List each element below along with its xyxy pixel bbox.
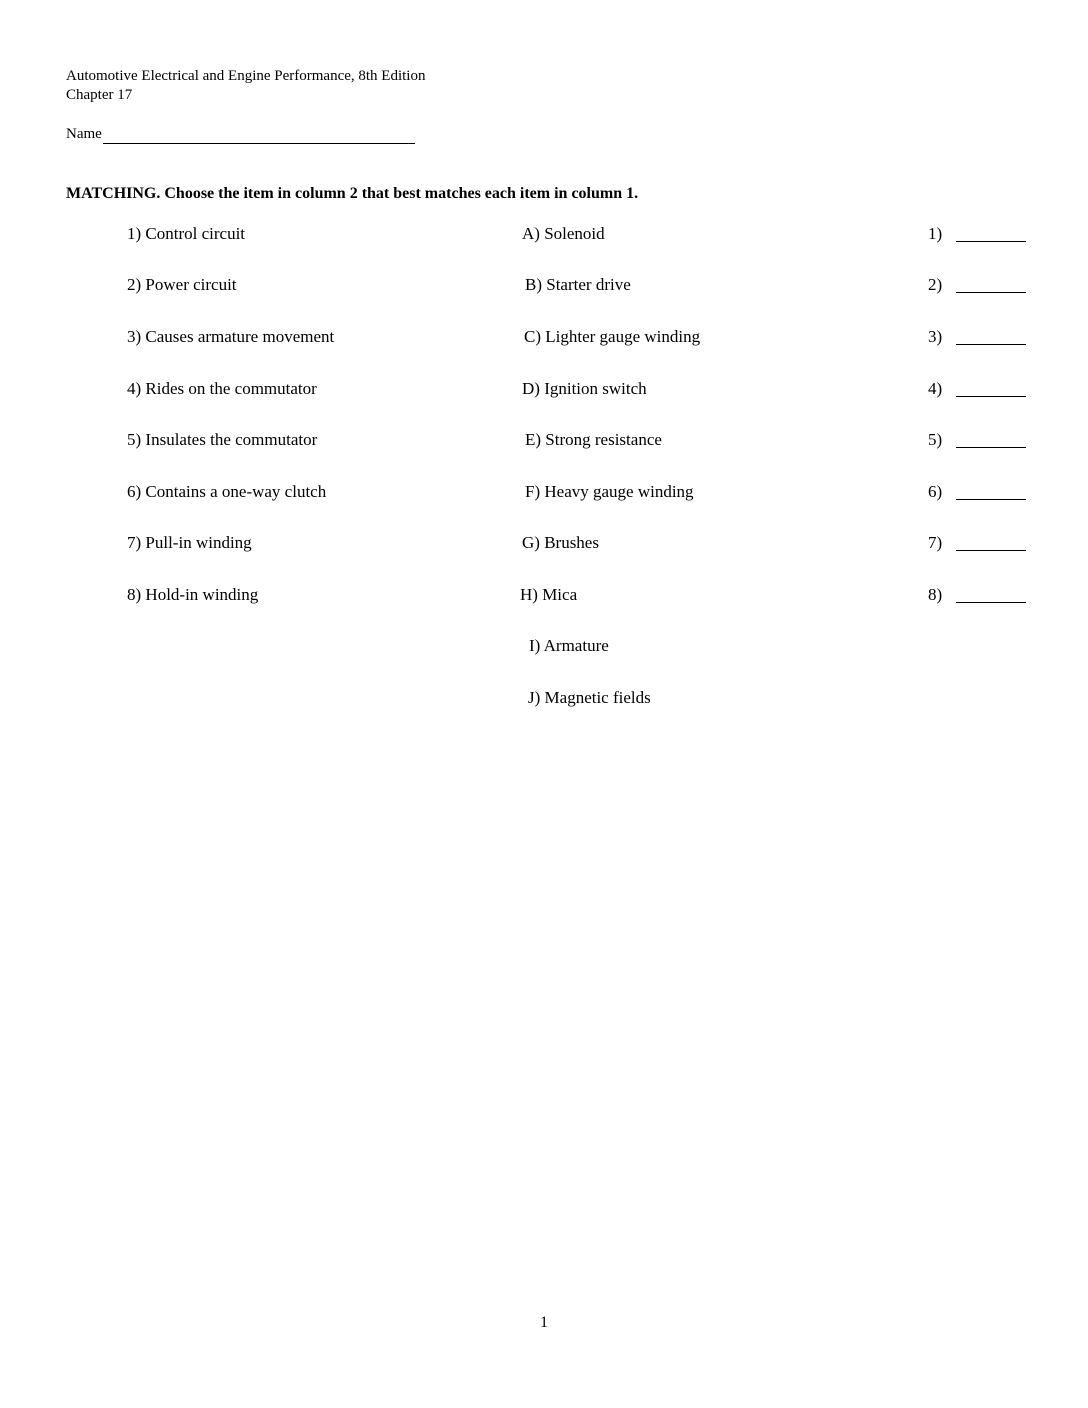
matching-row	[0, 634, 1088, 658]
answer-blank	[956, 241, 1026, 242]
answer-blank	[956, 550, 1026, 551]
answer-number: 8)	[928, 585, 943, 604]
page-number: 1	[540, 1314, 548, 1331]
answer-blank	[956, 396, 1026, 397]
column1-item: 5) Insulates the commutator	[127, 430, 318, 449]
column1-item: 6) Contains a one-way clutch	[127, 482, 327, 501]
answer-number: 5)	[928, 430, 943, 449]
matching-row	[0, 480, 1088, 504]
column2-item: J) Magnetic fields	[528, 688, 651, 707]
column2-item: I) Armature	[529, 636, 609, 655]
answer-number: 7)	[928, 533, 943, 552]
column1-item: 8) Hold-in winding	[127, 585, 259, 604]
column2-item: F) Heavy gauge winding	[525, 482, 694, 501]
book-title: Automotive Electrical and Engine Performance, 8th Edition	[66, 68, 426, 84]
answer-blank	[956, 292, 1026, 293]
matching-row	[0, 428, 1088, 452]
matching-row	[0, 325, 1088, 349]
column2-item: C) Lighter gauge winding	[524, 327, 701, 346]
column1-item: 4) Rides on the commutator	[127, 379, 317, 398]
answer-number: 6)	[928, 482, 943, 501]
answer-number: 1)	[928, 224, 943, 243]
column1-item: 1) Control circuit	[127, 224, 246, 243]
answer-blank	[956, 447, 1026, 448]
answer-number: 2)	[928, 275, 943, 294]
column2-item: D) Ignition switch	[522, 379, 647, 398]
matching-row	[0, 377, 1088, 401]
name-field-row	[66, 125, 415, 144]
answer-blank	[956, 499, 1026, 500]
name-label: Name	[66, 126, 102, 142]
answer-number: 3)	[928, 327, 943, 346]
answer-blank	[956, 344, 1026, 345]
name-blank	[103, 125, 415, 144]
matching-row	[0, 531, 1088, 555]
matching-instructions: MATCHING. Choose the item in column 2 that best matches each item in column 1.	[66, 185, 639, 202]
column1-item: 2) Power circuit	[127, 275, 237, 294]
answer-blank	[956, 602, 1026, 603]
column2-item: B) Starter drive	[525, 275, 631, 294]
column2-item: G) Brushes	[522, 533, 599, 552]
answer-number: 4)	[928, 379, 943, 398]
chapter-label: Chapter 17	[66, 87, 133, 103]
column1-item: 3) Causes armature movement	[127, 327, 335, 346]
matching-row	[0, 273, 1088, 297]
matching-row	[0, 686, 1088, 710]
column2-item: E) Strong resistance	[525, 430, 662, 449]
column1-item: 7) Pull-in winding	[127, 533, 252, 552]
column2-item: A) Solenoid	[522, 224, 605, 243]
column2-item: H) Mica	[520, 585, 578, 604]
matching-row	[0, 222, 1088, 246]
matching-row	[0, 583, 1088, 607]
